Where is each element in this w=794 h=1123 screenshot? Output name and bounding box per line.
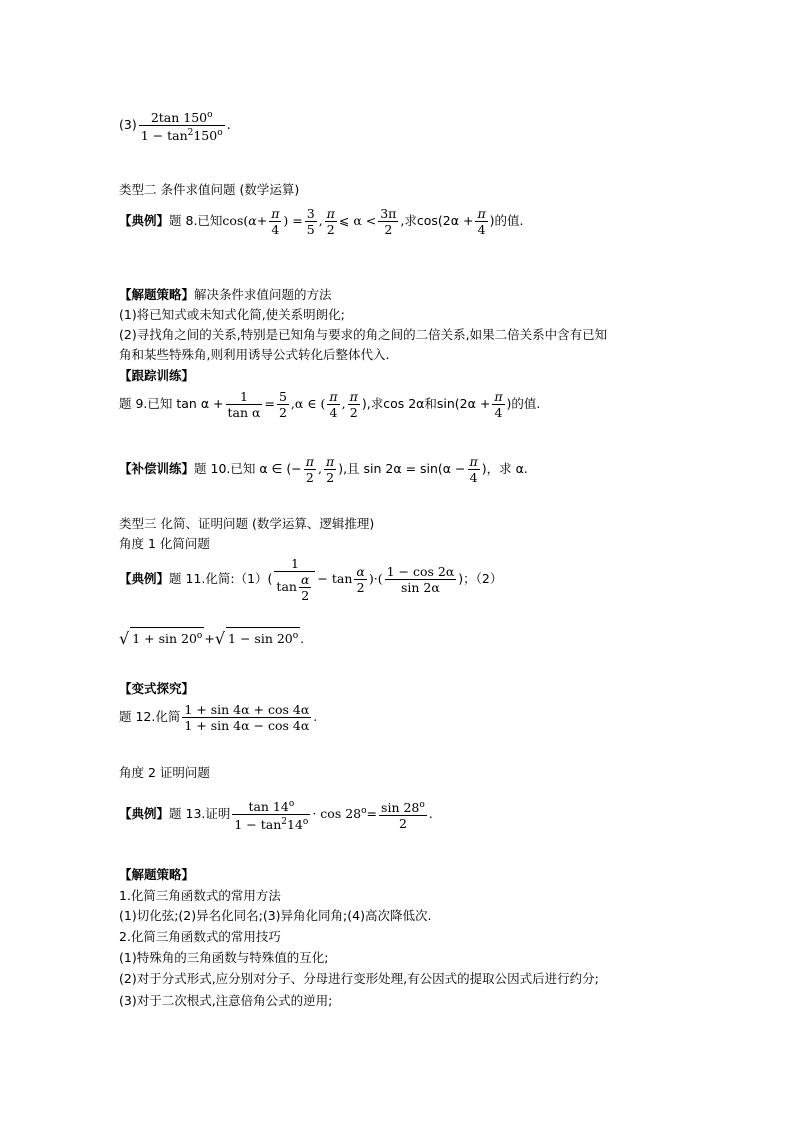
numerator: 3π [380,206,397,221]
strategy1-p2: (2)寻找角之间的关系,特别是已知角与要求的角之间的二倍关系,如果二倍关系中含有已知 [119,327,608,342]
numerator: π [477,206,486,221]
math-text: = [366,806,378,822]
denominator: 2 [356,580,365,595]
question-end: )，求 α. [481,461,528,476]
example-tag: 【典例】 [119,806,170,822]
fraction [226,389,263,420]
denominator: 5 [306,222,315,237]
question-lead: 题 13.证明 [169,806,231,822]
alpha-symbol: α [248,213,257,228]
exponent: 2 [281,817,288,828]
fraction [348,389,360,420]
question-12 [119,702,317,733]
fraction [304,454,316,485]
example-tag: 【典例】 [119,213,170,228]
variant-tag [119,681,194,697]
fraction [492,389,504,420]
denominator-value: 150 [193,128,218,144]
degree-sign: o [196,631,203,641]
question-lead: 题 12.化简 [119,709,181,724]
numerator: 2tan 150 [150,110,208,126]
question-10 [119,454,528,485]
strategy1-p1: (1)将已知式或未知式化简,使关系明朗化; [119,307,345,322]
strategy2-s2b: (2)对于分式形式,应分别对分子、分母进行变形处理,有公因式的提取公因式后进行约分; [119,971,599,986]
degree-sign: o [207,110,213,120]
question-lead: 题 9.已知 tan α + [119,396,224,411]
math-text: tan [276,579,297,594]
degree-sign: o [302,817,309,828]
degree-sign: o [292,631,299,641]
denominator: tan α [227,405,261,420]
strategy-tag: 【解题策略】 [119,867,195,882]
fraction [379,798,427,831]
fraction [274,556,315,603]
numerator: π [469,454,478,469]
fraction [277,389,289,420]
math-text: cos( [222,213,249,228]
strategy2-tag [119,867,194,883]
strategy2-s2c: (3)对于二次根式,注意倍角公式的逆用; [119,993,333,1008]
denominator: 1 − tan [234,817,282,833]
strategy-tag: 【解题策略】 [119,287,195,302]
numerator: 1 [226,389,263,405]
strategy2-s2a: (1)特殊角的三角函数与特殊值的互化; [119,950,329,965]
example-tag: 【典例】 [119,571,170,586]
numerator: 1 + sin 4α + cos 4α [184,702,310,717]
period: . [313,709,318,724]
question-end: )的值. [489,213,524,228]
degree-sign: o [419,800,425,811]
strategy1-title [119,287,332,303]
type3-heading: 类型三 化简、证明问题 (数学运算、逻辑推理) [119,516,375,531]
type2-heading: 类型二 条件求值问题 (数学运算) [119,182,300,197]
math-text: ⩽ α < [338,213,377,228]
numerator: π [494,389,503,404]
degree-sign: o [217,128,223,139]
fraction [354,564,366,595]
math-text: )·( [368,571,383,586]
denominator: 4 [271,222,280,237]
denominator [274,572,315,603]
sqrt-icon: √ [214,629,226,649]
fraction [182,702,311,733]
fraction [269,206,281,237]
period: . [428,806,433,822]
numerator: π [329,389,338,404]
radicand [130,627,204,647]
question-lead: 题 8.已知 [169,213,223,228]
denominator: 1 − tan [140,128,188,144]
math-text: , [318,213,323,228]
fraction [475,206,487,237]
denominator: 2 [398,816,407,832]
math-text: ,α ∈ ( [290,396,326,411]
fraction [325,206,337,237]
angle2-heading: 角度 2 证明问题 [119,765,210,780]
question-lead: 题 10.已知 α ∈ (− [194,461,302,476]
denominator: 4 [494,405,503,420]
numerator: sin 28 [381,800,420,816]
item-label: (3) [119,117,137,133]
denominator: 1 + sin 4α − cos 4α [184,718,310,733]
denominator: 2 [305,470,314,485]
question-13 [119,797,433,832]
numerator: 1 [274,556,315,572]
math-text: 1 − sin 20 [228,631,293,647]
numerator: π [305,454,314,469]
denominator: 2 [326,470,335,485]
fraction [139,108,225,143]
denominator-value: 14 [287,817,303,833]
strategy-title: 解决条件求值问题的方法 [194,287,332,302]
question-11 [119,556,502,603]
math-text: + [256,213,268,228]
degree-sign: o [361,805,367,816]
question-ask: ),求cos 2α和sin(2α + [361,396,491,411]
numerator: 3 [306,206,315,221]
strategy2-s1a: (1)切化弦;(2)异名化同名;(3)异角化同角;(4)高次降低次. [119,908,432,923]
fraction [378,206,398,237]
fraction [468,454,480,485]
track-tag [119,368,194,384]
radicand [226,627,300,647]
compensation-tag: 【补偿训练】 [119,461,195,476]
numerator: 5 [278,389,287,404]
numerator: α [300,572,310,587]
denominator: 2 [326,222,335,237]
denominator: 4 [329,405,338,420]
math-text: , [341,396,346,411]
fraction [305,206,317,237]
fraction [385,564,457,595]
strategy1-p3: 角和某些特殊角,则利用诱导公式转化后整体代入. [119,347,390,362]
question-11-part2 [119,627,304,648]
degree-sign: o [288,799,295,809]
exponent: 2 [187,128,194,139]
question-9 [119,389,540,420]
numerator: 1 − cos 2α [386,564,455,579]
track-label: 【跟踪训练】 [119,368,195,383]
numerator: tan 14 [248,799,289,815]
fraction [299,572,311,603]
question-8 [119,206,524,237]
math-text: − tan [317,571,353,586]
math-text: , [318,461,322,476]
numerator: α [356,564,365,579]
fraction [324,454,336,485]
fraction [232,797,310,832]
numerator: π [326,206,335,221]
question-end: )的值. [506,396,541,411]
math-text: ) = [283,213,303,228]
period: . [226,118,231,134]
strategy2-s1: 1.化简三角函数式的常用方法 [119,888,281,903]
numerator: π [325,454,335,469]
denominator: 4 [477,222,486,237]
question-middle: ),且 sin 2α = sin(α − [338,461,466,476]
item3-expression [119,108,231,143]
sqrt-icon: √ [119,629,130,649]
period: . [300,631,305,647]
angle1-heading: 角度 1 化简问题 [119,536,210,551]
question-ask: ,求cos(2α + [400,213,474,228]
denominator: sin 2α [401,580,440,595]
math-text: · cos 28 [312,806,362,822]
denominator: 2 [301,588,310,603]
numerator: π [271,206,280,221]
fraction [327,389,339,420]
denominator: 2 [278,405,287,420]
math-text: 1 + sin 20 [132,631,197,647]
denominator: 4 [469,470,478,485]
denominator: 2 [349,405,358,420]
variant-label: 【变式探究】 [119,681,195,696]
question-lead: 题 11.化简:（1）( [169,571,273,586]
strategy2-s2: 2.化简三角函数式的常用技巧 [119,929,281,944]
numerator: π [349,389,358,404]
denominator: 2 [384,222,393,237]
question-end: )；（2） [458,571,503,586]
math-text: + [204,631,215,647]
math-text: = [264,396,275,411]
